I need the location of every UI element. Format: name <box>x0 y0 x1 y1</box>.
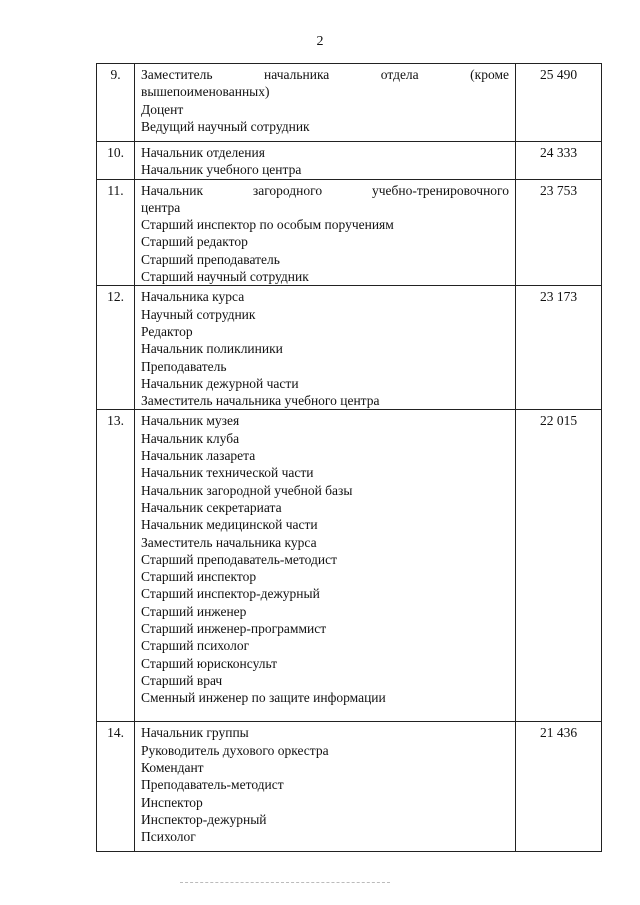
salary-amount: 23 173 <box>516 286 602 410</box>
positions-cell <box>135 286 516 410</box>
row-number: 9. <box>97 64 135 142</box>
position-title: Старший преподаватель-методист <box>141 551 337 567</box>
row-number: 12. <box>97 286 135 410</box>
table-body <box>97 64 602 852</box>
row-number: 13. <box>97 410 135 722</box>
position-title: Доцент <box>141 101 184 117</box>
position-title: Начальник дежурной части <box>141 375 299 391</box>
position-title: Старший инспектор по особым поручениям <box>141 217 394 233</box>
position-title: Старший врач <box>141 672 223 688</box>
position-title: Начальник клуба <box>141 430 240 446</box>
page-number: 2 <box>316 34 324 49</box>
salary-amount: 25 490 <box>516 64 602 142</box>
position-title: Начальника курса <box>141 289 245 305</box>
salary-amount: 21 436 <box>516 722 602 852</box>
table-row <box>97 179 602 286</box>
position-title: Начальник технической части <box>141 465 314 481</box>
position-title: вышепоименованных) <box>141 84 270 100</box>
position-title: Психолог <box>141 829 196 845</box>
position-title: Старший инженер <box>141 603 247 619</box>
position-title: центра <box>141 199 181 215</box>
position-title: Преподаватель <box>141 358 227 374</box>
position-title: Старший психолог <box>141 638 250 654</box>
position-title: Старший инспектор-дежурный <box>141 586 320 602</box>
positions-cell <box>135 410 516 722</box>
position-title: Инспектор <box>141 794 203 810</box>
table-row <box>97 142 602 180</box>
row-number: 10. <box>97 142 135 180</box>
salary-amount: 24 333 <box>516 142 602 180</box>
position-title: Сменный инженер по защите информации <box>141 690 386 706</box>
positions-cell <box>135 179 516 286</box>
position-title: Инспектор-дежурный <box>141 811 267 827</box>
position-title: Научный сотрудник <box>141 306 256 322</box>
salary-table <box>96 63 602 852</box>
salary-amount: 23 753 <box>516 179 602 286</box>
table-row <box>97 286 602 410</box>
position-title: Начальник медицинской части <box>141 517 318 533</box>
position-title: Начальник музея <box>141 413 240 429</box>
position-title: Ведущий научный сотрудник <box>141 118 310 134</box>
row-number: 14. <box>97 722 135 852</box>
position-title: Начальник поликлиники <box>141 341 283 357</box>
position-title: Заместитель начальника курса <box>141 534 317 550</box>
positions-cell <box>135 722 516 852</box>
position-title: Начальник секретариата <box>141 499 282 515</box>
table-row <box>97 410 602 722</box>
row-number: 11. <box>97 179 135 286</box>
position-title: Старший редактор <box>141 234 248 250</box>
position-title: Старший инспектор <box>141 569 257 585</box>
position-title: Начальник загородной учебной базы <box>141 482 353 498</box>
position-title: Начальник учебного центра <box>141 162 302 178</box>
position-title: Заместитель начальника отдела (кроме <box>141 67 509 82</box>
position-title: Преподаватель-методист <box>141 777 284 793</box>
positions-cell <box>135 64 516 142</box>
position-title: Старший юрисконсульт <box>141 655 278 671</box>
position-title: Начальник группы <box>141 725 249 741</box>
position-title: Заместитель начальника учебного центра <box>141 393 380 409</box>
position-title: Руководитель духового оркестра <box>141 742 329 758</box>
table-row <box>97 722 602 852</box>
position-title: Редактор <box>141 323 193 339</box>
position-title: Старший преподаватель <box>141 251 280 267</box>
position-title: Старший инженер-программист <box>141 621 327 637</box>
position-title: Начальник отделения <box>141 145 265 160</box>
position-title: Комендант <box>141 760 204 776</box>
positions-cell <box>135 142 516 180</box>
position-title: Начальник загородного учебно-тренировочного <box>141 182 509 198</box>
position-title: Начальник лазарета <box>141 448 256 464</box>
table-row <box>97 64 602 142</box>
footer-divider <box>180 882 390 883</box>
position-title: Старший научный сотрудник <box>141 269 309 285</box>
salary-amount: 22 015 <box>516 410 602 722</box>
